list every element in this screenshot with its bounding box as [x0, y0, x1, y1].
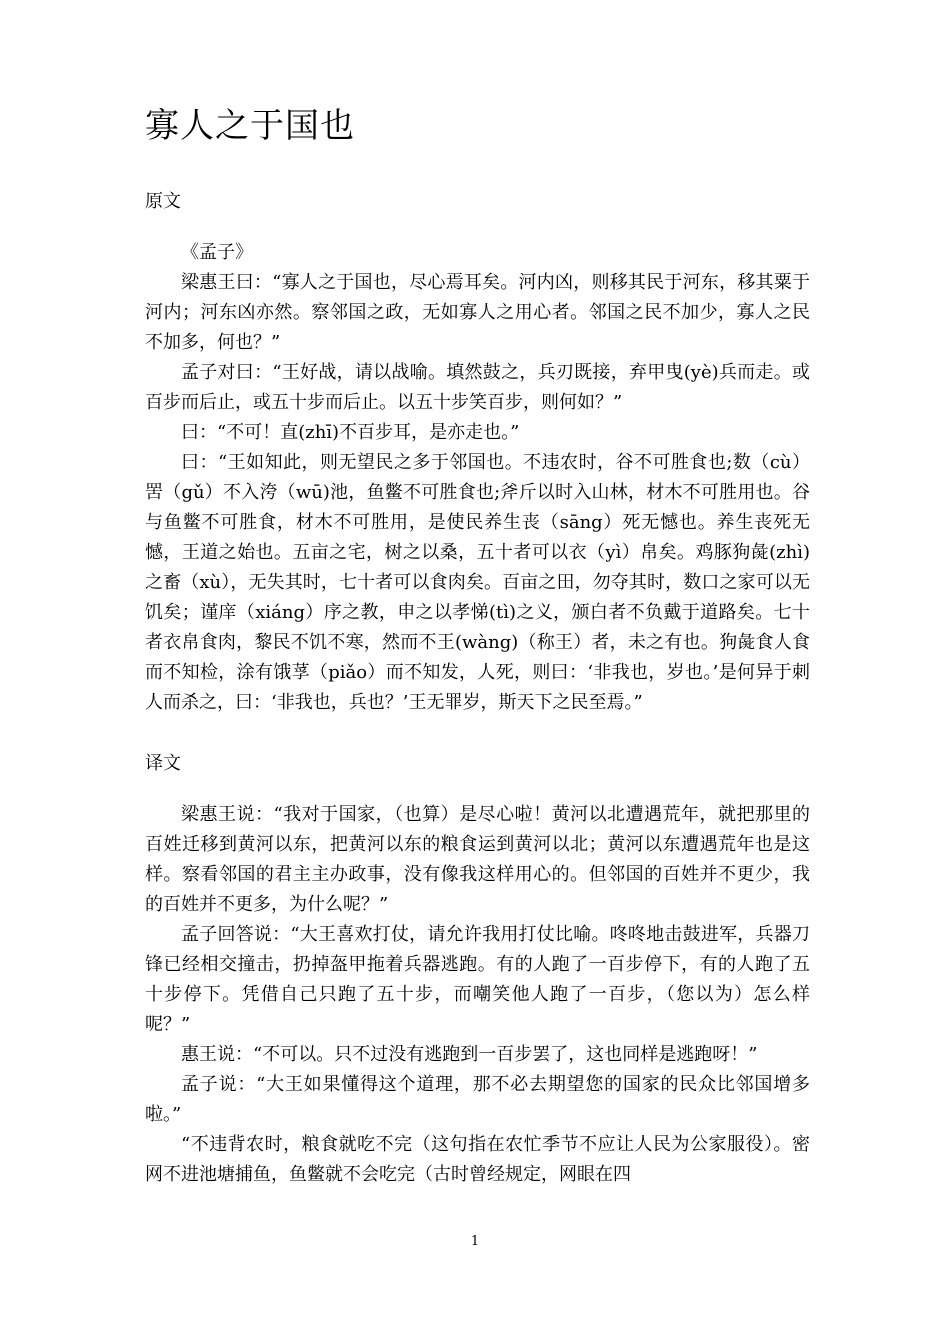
section-heading-original: 原文 — [145, 191, 181, 212]
translation-text-block — [145, 800, 810, 1190]
section-heading-translation: 译文 — [145, 753, 181, 774]
paragraph: 孟子说：“大王如果懂得这个道理，那不必去期望您的国家的民众比邻国增多啦。” — [145, 1074, 810, 1125]
paragraph: 孟子对曰：“王好战，请以战喻。填然鼓之，兵刃既接，弃甲曳(yè)兵而走。或百步而后止，或五十步而后止。以五十步笑百步，则何如？” — [145, 362, 810, 413]
original-text-block — [145, 238, 810, 718]
paragraph: 曰：“不可！直(zhī)不百步耳，是亦走也。” — [181, 422, 520, 443]
page-number: 1 — [470, 1234, 480, 1249]
document-title: 寡人之于国也 — [145, 106, 355, 146]
paragraph: 孟子回答说：“大王喜欢打仗，请允许我用打仗比喻。咚咚地击鼓进军，兵器刀锋已经相交撞击，扔掉盔甲拖着兵器逃跑。有的人跑了一百步停下，有的人跑了五十步停下。凭借自己只跑了五十步，而嘲笑他人跑了一百步，（您以为）怎么样呢？” — [145, 924, 810, 1035]
source-attribution: 《孟子》 — [181, 242, 253, 263]
paragraph: 惠王说：“不可以。只不过没有逃跑到一百步罢了，这也同样是逃跑呀！” — [181, 1044, 758, 1065]
paragraph: 曰：“王如知此，则无望民之多于邻国也。不违农时，谷不可胜食也;数（cù）罟（gǔ）不入洿（wū)池，鱼鳖不可胜食也;斧斤以时入山林，材木不可胜用也。谷与鱼鳖不可胜食，材木不可胜用，是使民养生丧（sāng）死无憾也。养生丧死无憾，王道之始也。五亩之宅，树之以桑，五十者可以衣（yì）帛矣。鸡豚狗彘(zhì)之畜（xù），无失其时，七十者可以食肉矣。百亩之田，勿夺其时，数口之家可以无饥矣；谨庠（xiáng）序之教，申之以孝悌(tì)之义，颁白者不负戴于道路矣。七十者衣帛食肉，黎民不饥不寒，然而不王(wàng)（称王）者，未之有也。狗彘食人食而不知检，涂有饿莩（piǎo）而不知发，人死，则曰：‘非我也，岁也。’是何异于刺人而杀之，曰：‘非我也，兵也？’王无罪岁，斯天下之民至焉。” — [145, 452, 810, 713]
paragraph: 梁惠王曰：“寡人之于国也，尽心焉耳矣。河内凶，则移其民于河东，移其粟于河内；河东凶亦然。察邻国之政，无如寡人之用心者。邻国之民不加少，寡人之民不加多，何也？” — [145, 272, 810, 353]
paragraph: “不违背农时，粮食就吃不完（这句指在农忙季节不应让人民为公家服役）。密网不进池塘捕鱼，鱼鳖就不会吃完（古时曾经规定，网眼在四 — [145, 1134, 810, 1185]
paragraph: 梁惠王说：“我对于国家，（也算）是尽心啦！黄河以北遭遇荒年，就把那里的百姓迁移到黄河以东，把黄河以东的粮食运到黄河以北；黄河以东遭遇荒年也是这样。察看邻国的君主主办政事，没有像我这样用心的。但邻国的百姓并不更少，我的百姓并不更多，为什么呢？” — [145, 804, 810, 915]
